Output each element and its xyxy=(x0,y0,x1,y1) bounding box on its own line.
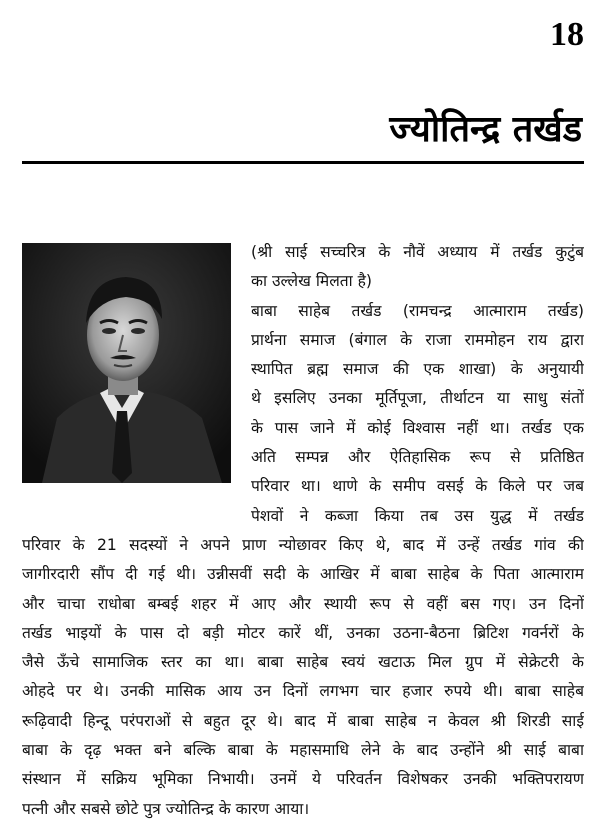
text-line: थे इसलिए उनका मूर्तिपूजा, तीर्थाटन या साधु संतों xyxy=(251,389,584,408)
chapter-number: 18 xyxy=(550,16,584,53)
side-text-block xyxy=(251,238,584,531)
text-line: स्थापित ब्रह्म समाज की एक शाखा) के अनुयायी xyxy=(251,360,584,379)
body-text xyxy=(22,238,584,824)
text-line: परिवार के 21 सदस्यों ने अपने प्राण न्योछावर किए थे, बाद में उन्हें तर्खड गांव की xyxy=(22,535,584,554)
text-line: अति सम्पन्न और ऐतिहासिक रूप से प्रतिष्ठित xyxy=(251,448,584,467)
text-line: रूढ़िवादी हिन्दू परंपराओं से बहुत दूर थे। बाद में बाबा साहेब न केवल श्री शिरडी साई xyxy=(22,711,584,730)
text-line: जैसे ऊँचे सामाजिक स्तर का था। बाबा साहेब स्वयं खटाऊ मिल ग्रुप में सेक्रेटरी के xyxy=(22,653,584,672)
text-line: बाबा के दृढ़ भक्त बने बल्कि बाबा के महासमाधि लेने के बाद उन्होंने श्री साई बाबा xyxy=(22,741,584,760)
text-line: (श्री साई सच्चरित्र के नौवें अध्याय में तर्खड कुटुंब xyxy=(251,243,584,261)
text-line: तर्खड भाइयों के पास दो बड़ी मोटर कारें थीं, उनका उठना-बैठना ब्रिटिश गवर्नरों के xyxy=(22,623,584,642)
text-line: जागीरदारी सौंप दी गई थी। उन्नीसवीं सदी के आखिर में बाबा साहेब के पिता आत्माराम xyxy=(22,565,584,584)
text-line: बाबा साहेब तर्खड (रामचन्द्र आत्माराम तर्खड) xyxy=(251,301,584,320)
text-line: ओहदे पर थे। उनकी मासिक आय उन दिनों लगभग चार हजार रुपये थी। बाबा साहेब xyxy=(22,682,584,701)
text-line: पेशवों ने कब्जा किया तब उस युद्ध में तर्खड xyxy=(251,506,584,525)
title-rule xyxy=(22,161,584,164)
text-line: संस्थान में सक्रिय भूमिका निभायी। उनमें ये परिवर्तन विशेषकर उनकी भक्तिपरायण xyxy=(22,770,584,789)
text-line: परिवार था। थाणे के समीप वसई के किले पर जब xyxy=(251,477,584,496)
chapter-title: ज्योतिन्द्र तर्खड xyxy=(389,109,582,150)
text-line: और चाचा राधोबा बम्बई शहर में आए और स्थायी रूप से वहीं बस गए। उन दिनों xyxy=(22,594,584,613)
text-line: का उल्लेख मिलता है) xyxy=(251,272,373,291)
full-text-block xyxy=(22,531,584,824)
text-line: प्रार्थना समाज (बंगाल के राजा राममोहन राय द्वारा xyxy=(251,330,584,349)
text-line: के पास जाने में कोई विश्वास नहीं था। तर्खड एक xyxy=(251,418,584,437)
text-line: पत्नी और सबसे छोटे पुत्र ज्योतिन्द्र के कारण आया। xyxy=(22,799,310,818)
